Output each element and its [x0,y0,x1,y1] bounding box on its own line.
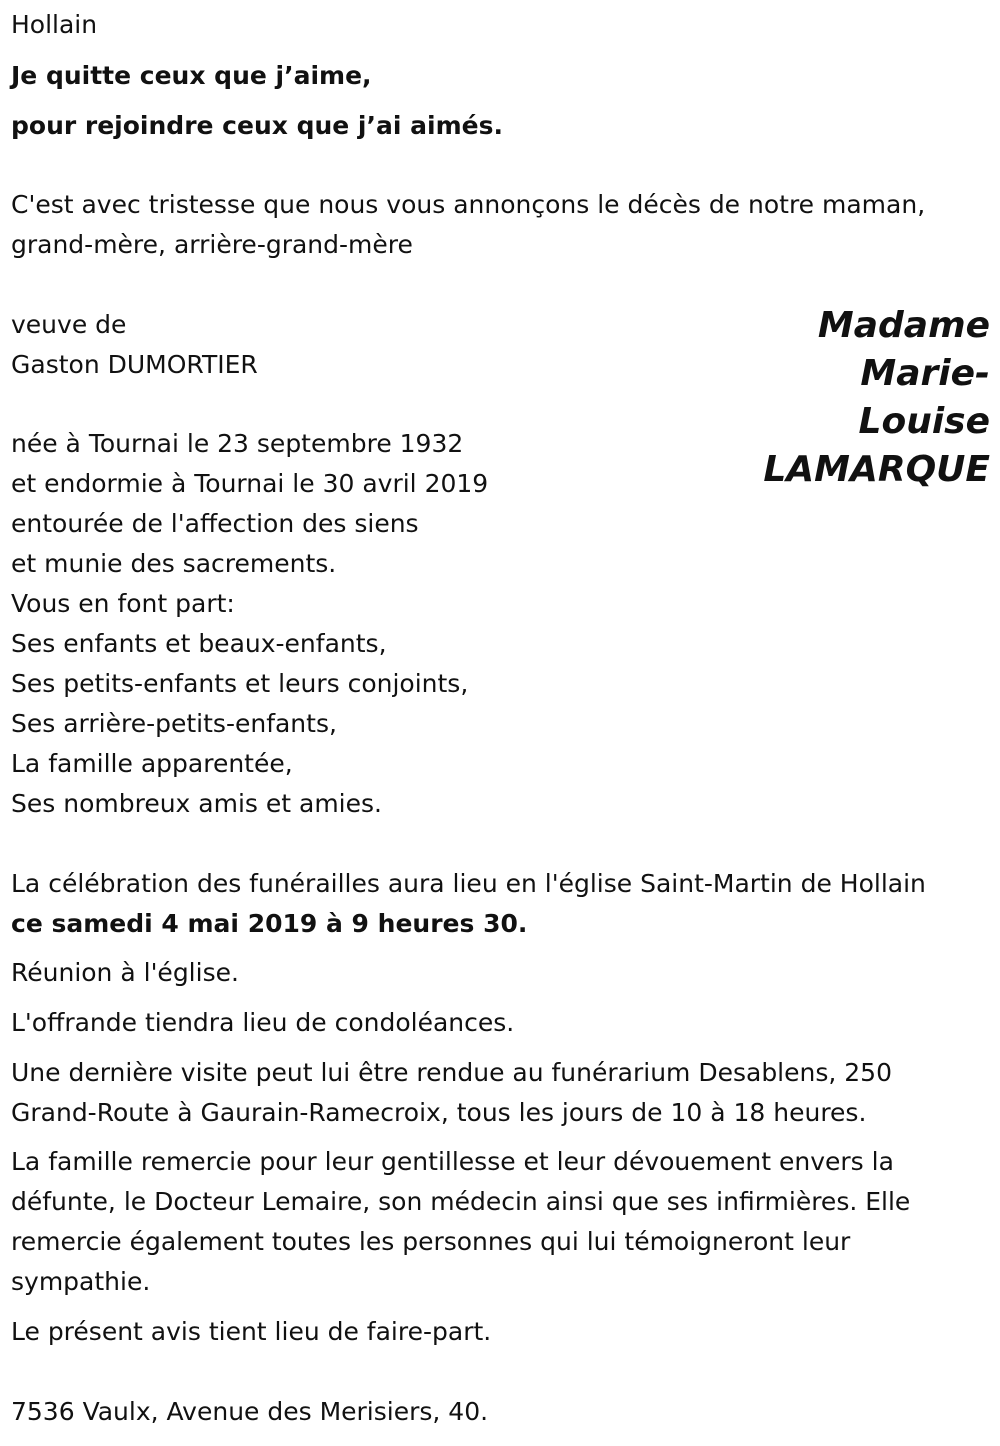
family-member: Ses arrière-petits-enfants, [11,709,337,738]
ceremony-offering: L'offrande tiendra lieu de condoléances. [11,1008,515,1037]
announcement-line-1: C'est avec tristesse que nous vous annonçons le décès de notre maman, [11,190,926,219]
quote-line-1: Je quitte ceux que j’aime, [11,61,372,90]
family-member: Ses nombreux amis et amies. [11,789,382,818]
ceremony-date: ce samedi 4 mai 2019 à 9 heures 30. [11,909,528,938]
family-intro: Vous en font part: [11,589,235,618]
deceased-title: Madame [817,305,990,346]
deceased-first-name-1: Marie- [860,353,990,394]
notice-line: Le présent avis tient lieu de faire-part. [11,1317,492,1346]
visit-line-1: Une dernière visite peut lui être rendue au funérarium Desablens, 250 [11,1058,892,1087]
thanks-line-1: La famille remercie pour leur gentillesse et leur dévouement envers la [11,1147,894,1176]
family-member: Ses petits-enfants et leurs conjoints, [11,669,469,698]
visit-line-2: Grand-Route à Gaurain-Ramecroix, tous les jours de 10 à 18 heures. [11,1098,867,1127]
death-line: et endormie à Tournai le 30 avril 2019 [11,469,489,498]
spouse-label: veuve de [11,310,127,339]
address-line: 7536 Vaulx, Avenue des Merisiers, 40. [11,1397,489,1426]
ceremony-location: La célébration des funérailles aura lieu en l'église Saint-Martin de Hollain [11,869,926,898]
thanks-line-4: sympathie. [11,1267,151,1296]
thanks-line-2: défunte, le Docteur Lemaire, son médecin ainsi que ses infirmières. Elle [11,1187,911,1216]
announcement-line-2: grand-mère, arrière-grand-mère [11,230,413,259]
sacraments-line: et munie des sacrements. [11,549,337,578]
ceremony-meeting: Réunion à l'église. [11,958,239,987]
spouse-name: Gaston DUMORTIER [11,350,258,379]
deceased-last-name: LAMARQUE [763,449,990,490]
thanks-line-3: remercie également toutes les personnes qui lui témoigneront leur [11,1227,851,1256]
place-name: Hollain [11,10,98,39]
family-member: La famille apparentée, [11,749,293,778]
quote-line-2: pour rejoindre ceux que j’ai aimés. [11,111,503,140]
affection-line: entourée de l'affection des siens [11,509,419,538]
deceased-name [763,302,990,494]
family-member: Ses enfants et beaux-enfants, [11,629,387,658]
deceased-first-name-2: Louise [858,401,990,442]
birth-line: née à Tournai le 23 septembre 1932 [11,429,464,458]
